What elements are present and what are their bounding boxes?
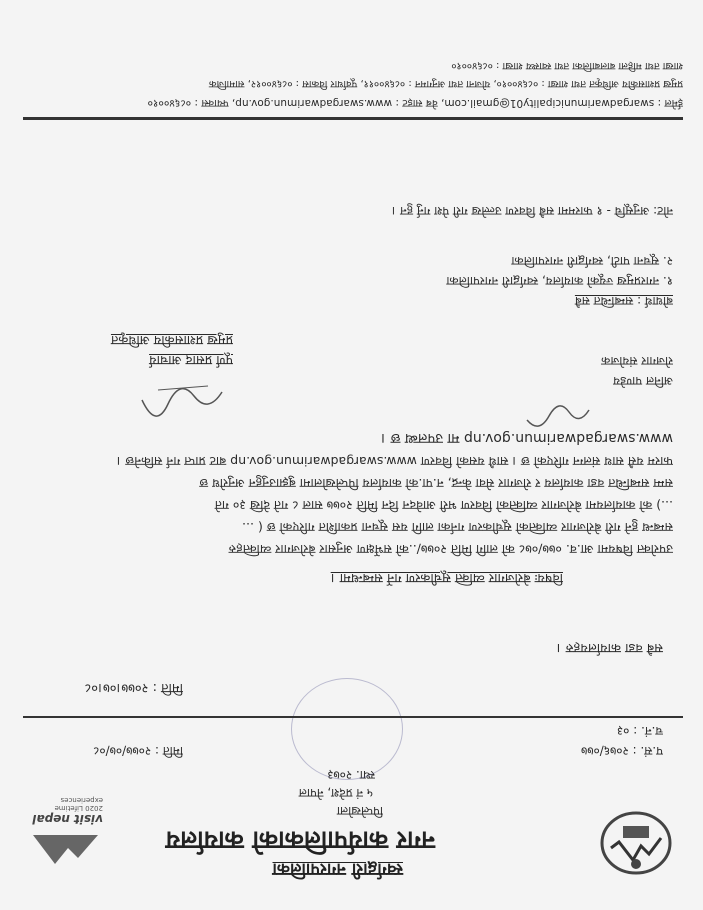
address-line-2: ५ नं प्रदेश, नेपाल [298, 786, 373, 800]
body-line: सम्बन्ध हुने गरी बेरोजगार व्यक्तिको सूचीकरण गर्नका लागि यस सूचना प्रकाशित गरिएको छ ( ... [242, 520, 673, 535]
header-divider [23, 716, 683, 718]
body-line: उपरोक्त विषयमा आ.व. ०७७/०७८ को लागि मिति २०७७/..को सर्भेक्षण अनुसार बेरोजगार व्यक्तिहरु [228, 542, 673, 557]
municipality-name: स्वर्गद्वारी नगरपालिका [272, 859, 403, 879]
signature-scribble-icon [523, 400, 593, 430]
left-sign-post: रोजगार संयोजक [601, 354, 673, 368]
body-line: सम्म सम्बन्धित वडा कार्यालय र रोजगार सेवा केन्द्र, न.पा.को कार्यालय पिप्लेखोलामा बुझाउनुहुन अनुरोध छ [199, 476, 673, 491]
cc-item: १. नगरप्रमुख ज्यूको कार्यालय, स्वर्गद्वारी नगरपालिका [446, 274, 673, 288]
letter-recipient: सबै वडा कार्यालयहरु । [556, 640, 663, 655]
visit-nepal-text: visit nepal [32, 812, 103, 826]
header-date: मिति : २०७७/०७/०८ [93, 744, 183, 758]
signatory-post: प्रमुख प्रशासकीय अधिकृत [110, 332, 233, 347]
footer-phones: प्रमुख प्रशासकीय अधिकृत तथा शाखा : ०८६४००१०, योजना तथा अनुगमन : ०८६४००११, पूर्वाधार विकास : ०८६४००१२, सामाजिक [208, 78, 683, 89]
letter-subject: विषयः बेरोजगार व्यक्ति सूचीकरण गर्ने सम्बन्धमा । [330, 570, 563, 585]
office-seal-stamp [291, 678, 403, 780]
address-line-1: पिप्लेखोला [336, 804, 383, 818]
footer-phones-2: शाखा तथा महिला बालबालिका तथा स्वास्थ्य शाखा : ०८६४००१० [451, 60, 683, 71]
body-line: www.swargadwarimun.gov.np मा उपलब्ध छ । [380, 430, 673, 446]
patra-sankhya: प.सं. : २०७६/०७७ [581, 744, 663, 758]
body-line: फारम यसै साथ संलग्न गरिएको छ । साथै यसको विवरण www.swargadwarimun.gov.np बाट प्राप्त गर्न सकिनेछ । [116, 454, 673, 469]
signature-scribble-icon [138, 380, 228, 420]
cc-item: २. सूचना पाटी, स्वर्गद्वारी नगरपालिका [511, 254, 673, 268]
chalani-number: च.नं. : ०३ [616, 724, 663, 738]
cc-heading: बोधार्थ : सम्बन्धित सबै [574, 294, 673, 308]
footer-divider [23, 117, 683, 120]
letter-date: मिति : २०७७।०७।०८ [84, 680, 183, 695]
address-line-3: स्था. २०७३ [327, 768, 375, 782]
municipality-emblem-icon [597, 808, 675, 878]
visit-nepal-year: 2020 Lifetime experiences [54, 796, 103, 812]
body-line: ...) को कार्यालयमा बेरोजगार व्यक्तिको विवरण भरी आवेदन दिन मिति २०७७ साल ८ गते देखि ३० गते [214, 498, 673, 513]
office-title: नगर कार्यपालिकाको कार्यालय [165, 826, 435, 855]
visit-nepal-logo [23, 796, 103, 870]
visit-nepal-mountain-icon [23, 830, 103, 870]
footer-contact: ईमेल : swargadwarimunicipality01@gmail.com, वेब साइट : www.swargadwarimun.gov.np, फ्याक्स : ०८६४००१० [147, 97, 683, 109]
letter-note: नोट: अनुसूचि - १ फारममा सबै विवरण उल्लेख गरी पेश गर्नु हुन । [391, 204, 673, 218]
signatory-name: पूर्ण प्रसाद आचार्य [149, 352, 233, 367]
left-sign-name: अनिल पाण्डेय [613, 374, 673, 388]
